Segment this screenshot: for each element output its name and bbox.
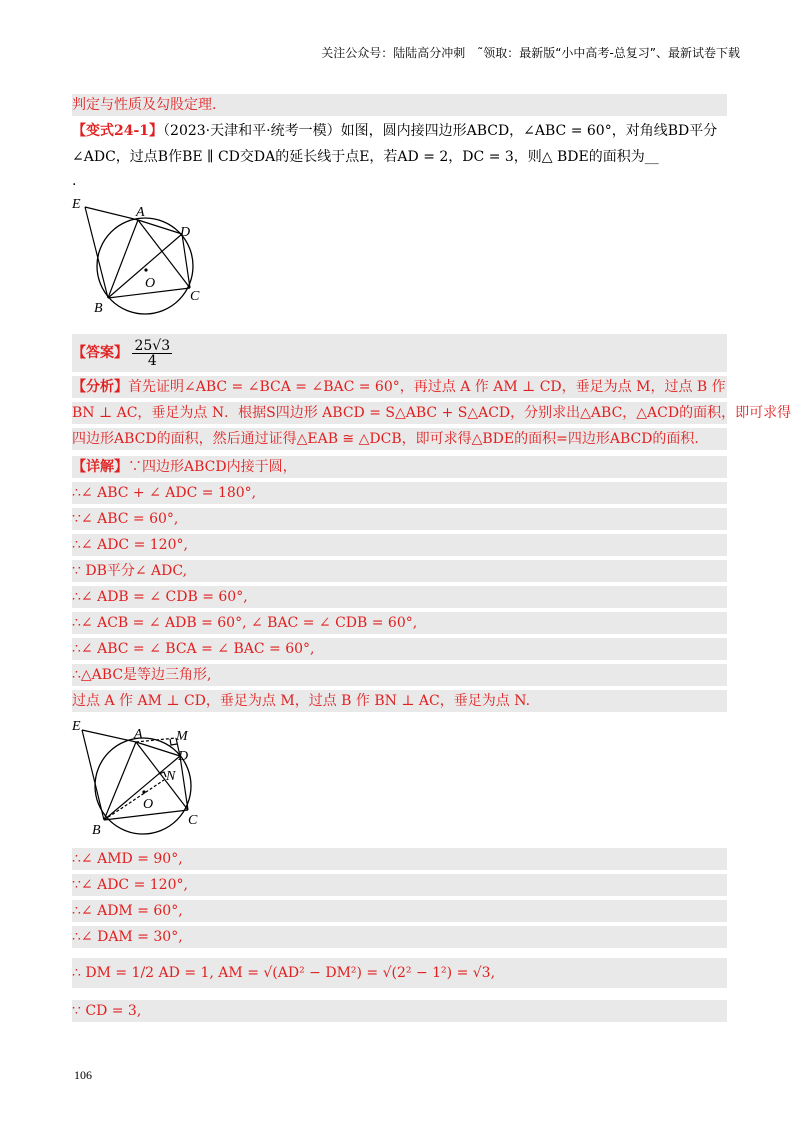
detail-after-1: ∴∠ AMD = 90°, xyxy=(72,848,727,870)
answer-fraction xyxy=(132,339,172,368)
detail-step-9: 过点 A 作 AM ⊥ CD，垂足为点 M，过点 B 作 BN ⊥ AC，垂足为点 N. xyxy=(72,690,727,712)
label-m: M xyxy=(176,729,188,744)
label-b: B xyxy=(94,301,103,316)
detail-cd-line: ∵ CD = 3, xyxy=(72,1000,727,1022)
detail-after-3: ∴∠ ADM = 60°, xyxy=(72,900,727,922)
center-point xyxy=(144,268,147,271)
label-o: O xyxy=(143,797,154,812)
previous-solution-tail: 判定与性质及勾股定理. xyxy=(72,94,727,116)
detail-step-4: ∵ DB平分∠ ADC, xyxy=(72,560,727,582)
label-o: O xyxy=(145,276,156,291)
analysis-tag: 【分析】 xyxy=(72,379,128,395)
detail-step-7: ∴∠ ABC = ∠ BCA = ∠ BAC = 60°, xyxy=(72,638,727,660)
segment-ad xyxy=(138,220,182,234)
label-c: C xyxy=(188,813,198,828)
label-n: N xyxy=(166,769,176,784)
label-d: D xyxy=(180,225,191,240)
segment-ab xyxy=(108,220,138,298)
page-number: 106 xyxy=(74,1068,92,1082)
detail-after-4: ∴∠ DAM = 30°, xyxy=(72,926,727,948)
problem-source: （2023·天津和平·统考一模） xyxy=(163,123,341,139)
analysis-line-3: 四边形ABCD的面积，然后通过证得△EAB ≅ △DCB，即可求得△BDE的面积=四边形ABCD的面积. xyxy=(72,428,727,450)
geometry-figure-1 xyxy=(70,194,210,318)
label-a: A xyxy=(136,205,145,220)
label-d: D xyxy=(178,749,189,764)
answer-line xyxy=(72,334,727,372)
label-e: E xyxy=(72,719,81,734)
center-point xyxy=(142,790,145,793)
label-e: E xyxy=(72,197,81,212)
segment-ea xyxy=(85,207,138,220)
problem-line-3: . xyxy=(72,173,77,189)
label-c: C xyxy=(190,289,200,304)
label-b: B xyxy=(92,823,101,838)
analysis-line-2: BN ⊥ AC，垂足为点 N．根据S四边形 ABCD = S△ABC + S△ACD，分别求出△ABC，△ACD的面积，即可求得 xyxy=(72,402,727,424)
detail-step-6: ∴∠ ACB = ∠ ADB = 60°, ∠ BAC = ∠ CDB = 60°, xyxy=(72,612,727,634)
page-header: 关注公众号：陆陆高分冲刺 ˜领取：最新版“小中高考-总复习”、最新试卷下载 xyxy=(321,46,740,60)
detail-tag: 【详解】 xyxy=(72,459,128,475)
problem-line-1 xyxy=(72,120,727,142)
detail-dm-line: ∴ DM = 1/2 AD = 1, AM = √(AD² − DM²) = √(2² − 1²) = √3, xyxy=(72,958,727,988)
answer-tag: 【答案】 xyxy=(72,345,128,361)
analysis-line-1 xyxy=(72,376,727,398)
detail-after-2: ∵∠ ADC = 120°, xyxy=(72,874,727,896)
problem-text-1: 如图，圆内接四边形ABCD，∠ABC = 60°，对角线BD平分 xyxy=(340,123,718,139)
geometry-figure-2 xyxy=(70,716,204,842)
detail-step-2: ∵∠ ABC = 60°, xyxy=(72,508,727,530)
problem-tag: 【变式24-1】 xyxy=(72,123,164,139)
answer-numerator: 25√3 xyxy=(134,337,171,354)
detail-step-1: ∴∠ ABC + ∠ ADC = 180°, xyxy=(72,482,727,504)
problem-line-2: ∠ADC，过点B作BE ∥ CD交DA的延长线于点E，若AD = 2，DC = 3，则△ BDE的面积为__ xyxy=(72,149,659,165)
analysis-text-1: 首先证明∠ABC = ∠BCA = ∠BAC = 60°，再过点 A 作 AM ⊥ CD，垂足为点 M，过点 B 作 xyxy=(128,379,726,395)
segment-eb xyxy=(85,207,108,298)
label-a: A xyxy=(134,727,143,742)
detail-line-1 xyxy=(72,456,727,478)
detail-step-3: ∴∠ ADC = 120°, xyxy=(72,534,727,556)
detail-step-8: ∴△ABC是等边三角形, xyxy=(72,664,727,686)
detail-step-5: ∴∠ ADB = ∠ CDB = 60°, xyxy=(72,586,727,608)
answer-denominator: 4 xyxy=(147,352,157,369)
detail-first: ∵四边形ABCD内接于圆， xyxy=(128,459,297,475)
